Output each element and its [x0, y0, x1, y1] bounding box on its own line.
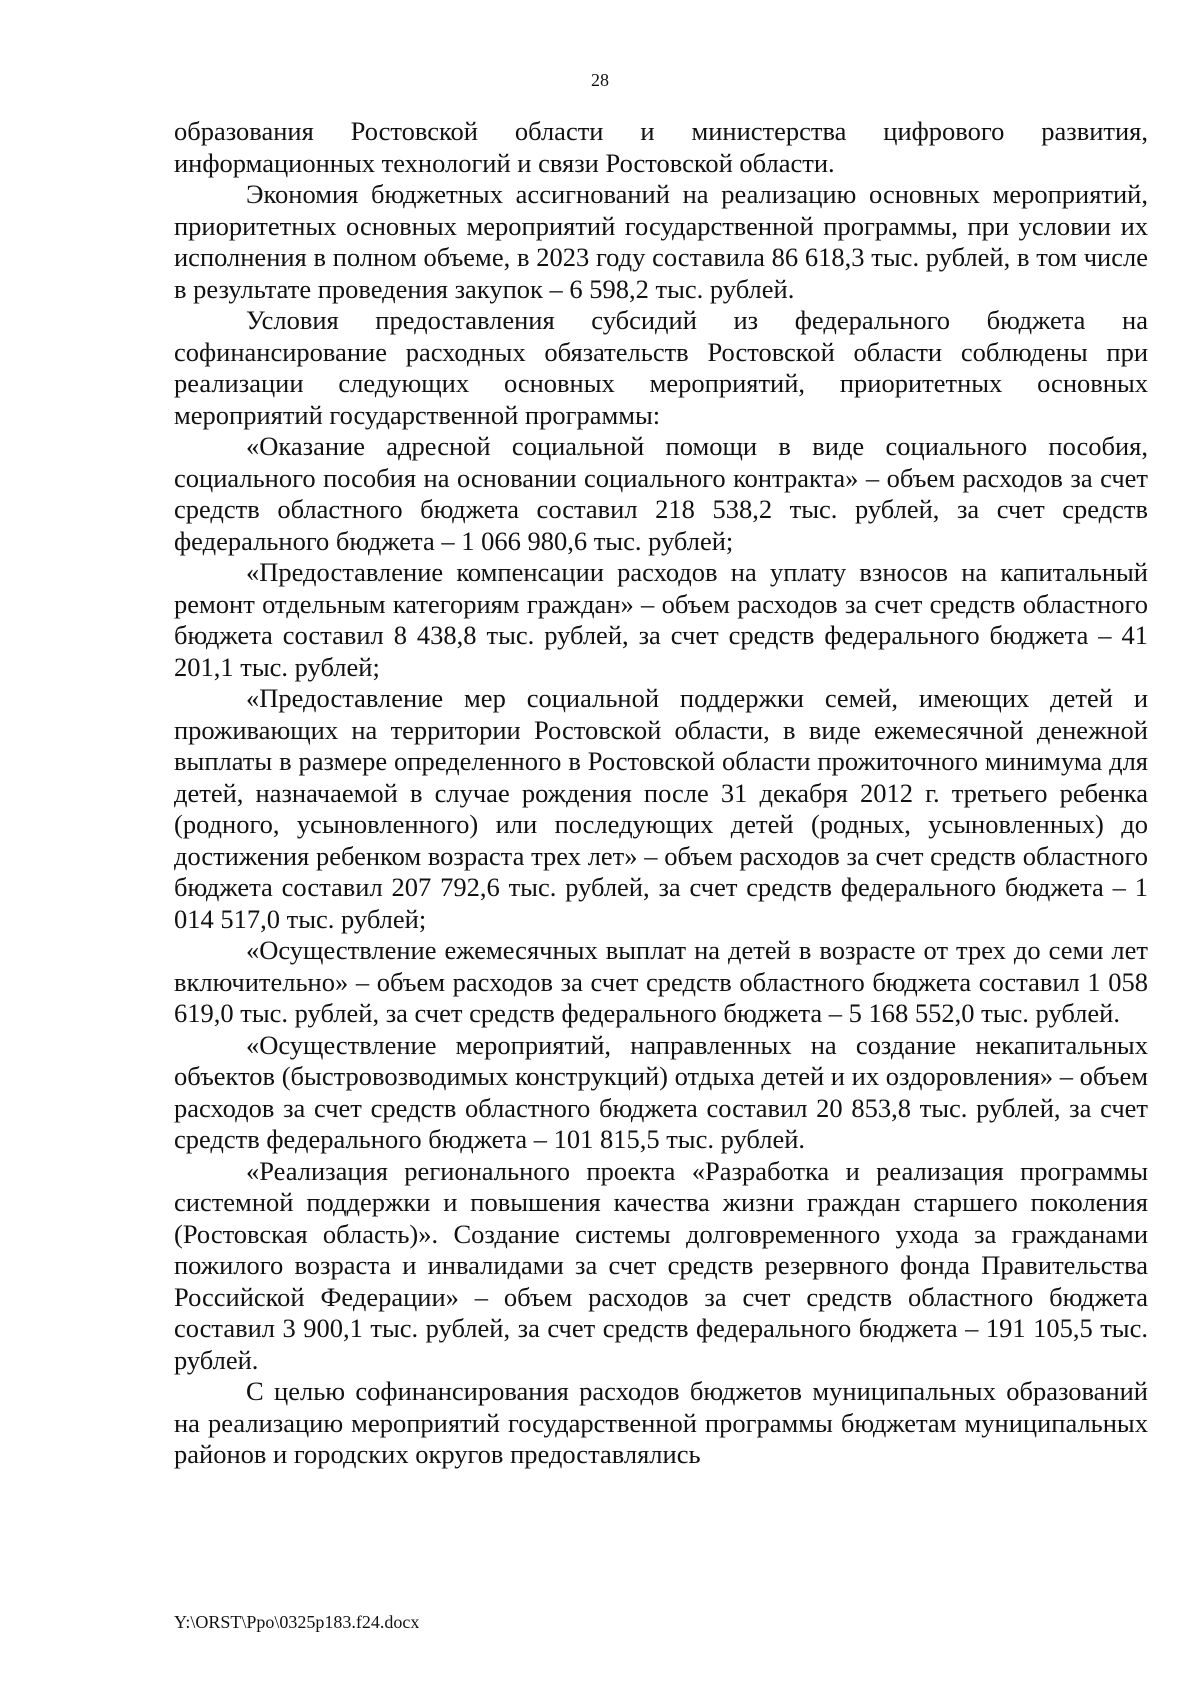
- paragraph-child-payments: «Осуществление ежемесячных выплат на детей в возрасте от трех до семи лет включительно» – объем расходов за счет средств областного бюджета составил 1 058 619,0 тыс. рублей, за счет средств федерального бюджета – 5 168 552,0 тыс. рублей.: [174, 935, 1148, 1028]
- document-body: [174, 116, 1148, 1471]
- paragraph-elderly-care: «Реализация регионального проекта «Разработка и реализация программы системной поддержки и повышения качества жизни граждан старшего поколения (Ростовская область)». Создание системы долговременного ухода за гражданами пожилого возраста и инвалидами за счет средств резервного фонда Правительства Российской Федерации» – объем расходов за счет средств областного бюджета составил 3 900,1 тыс. рублей, за счет средств федерального бюджета – 191 105,5 тыс. рублей.: [174, 1155, 1148, 1375]
- page-number: 28: [591, 70, 609, 90]
- paragraph-continuation: образования Ростовской области и министерства цифрового развития, информационных технологий и связи Ростовской области.: [174, 116, 1148, 178]
- paragraph-repair-compensation: «Предоставление компенсации расходов на уплату взносов на капитальный ремонт отдельным категориям граждан» – объем расходов за счет средств областного бюджета составил 8 438,8 тыс. рублей, за счет средств федерального бюджета – 41 201,1 тыс. рублей;: [174, 557, 1148, 682]
- paragraph-children-recreation: «Осуществление мероприятий, направленных на создание некапитальных объектов (быстровозводимых конструкций) отдыха детей и их оздоровления» – объем расходов за счет средств областного бюджета составил 20 853,8 тыс. рублей, за счет средств федерального бюджета – 101 815,5 тыс. рублей.: [174, 1029, 1148, 1154]
- paragraph-family-support: «Предоставление мер социальной поддержки семей, имеющих детей и проживающих на территории Ростовской области, в виде ежемесячной денежной выплаты в размере определенного в Ростовской области прожиточного минимума для детей, назначаемой в случае рождения после 31 декабря 2012 г. третьего ребенка (родного, усыновленного) или последующих детей (родных, усыновленных) до достижения ребенком возраста трех лет» – объем расходов за счет средств областного бюджета составил 207 792,6 тыс. рублей, за счет средств федерального бюджета – 1 014 517,0 тыс. рублей;: [174, 683, 1148, 934]
- footer-file-path: Y:\ORST\Ppo\0325p183.f24.docx: [174, 1612, 420, 1632]
- paragraph-subsidy-conditions: Условия предоставления субсидий из федерального бюджета на софинансирование расходных обязательств Ростовской области соблюдены при реализации следующих основных мероприятий, приоритетных основных мероприятий государственной программы:: [174, 305, 1148, 430]
- paragraph-budget-savings: Экономия бюджетных ассигнований на реализацию основных мероприятий, приоритетных основных мероприятий государственной программы, при условии их исполнения в полном объеме, в 2023 году составила 86 618,3 тыс. рублей, в том числе в результате проведения закупок – 6 598,2 тыс. рублей.: [174, 179, 1148, 304]
- paragraph-municipal-cofinancing: С целью софинансирования расходов бюджетов муниципальных образований на реализацию мероприятий государственной программы бюджетам муниципальных районов и городских округов предоставлялись: [174, 1376, 1148, 1469]
- paragraph-social-aid: «Оказание адресной социальной помощи в виде социального пособия, социального пособия на основании социального контракта» – объем расходов за счет средств областного бюджета составил 218 538,2 тыс. рублей, за счет средств федерального бюджета – 1 066 980,6 тыс. рублей;: [174, 431, 1148, 556]
